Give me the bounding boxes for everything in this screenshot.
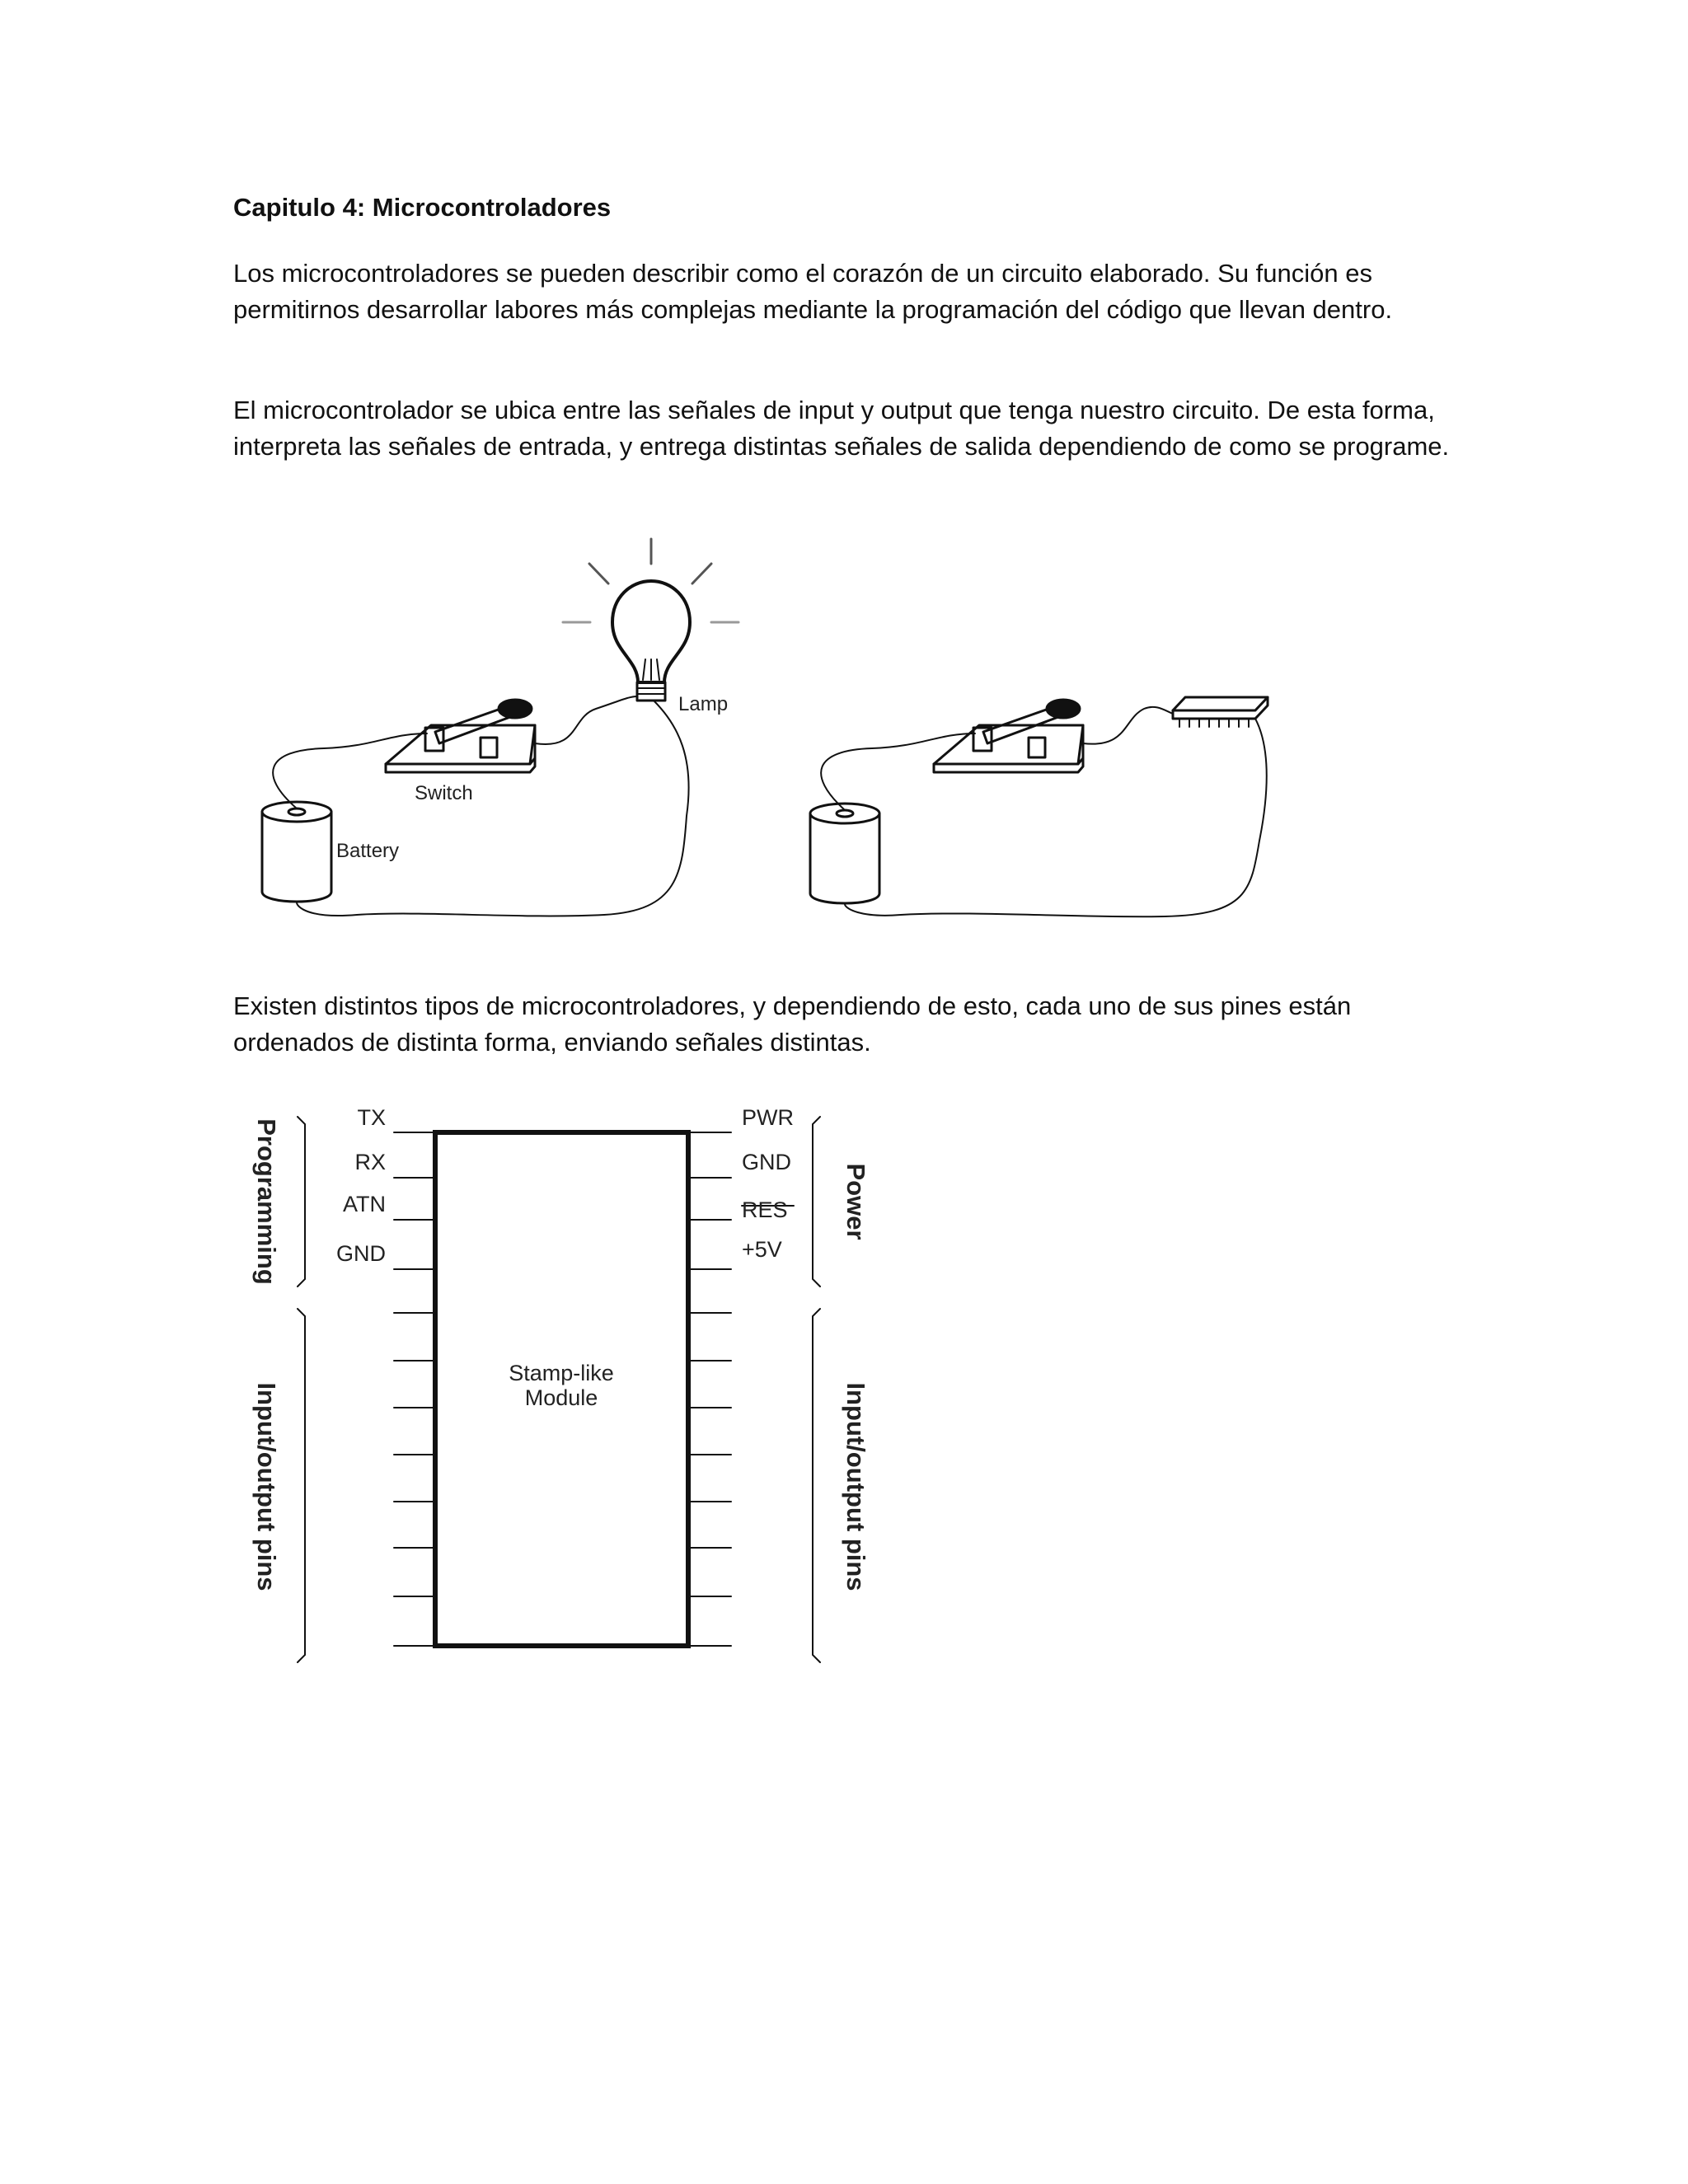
light-ray [589, 564, 608, 583]
circuit-comparison-figure [233, 527, 1329, 960]
switch-post [481, 738, 497, 757]
lamp-filament [643, 659, 659, 680]
battery-top [810, 804, 879, 823]
switch-label: Switch [415, 782, 473, 804]
wire [297, 701, 689, 916]
switch-base-front [386, 758, 535, 772]
module-label-line1: Stamp-like [509, 1361, 614, 1385]
battery-body [810, 813, 879, 903]
switch-post [1029, 738, 1045, 757]
wire [535, 696, 637, 744]
chip-top [1173, 697, 1268, 710]
pin-label-rx: RX [354, 1150, 386, 1174]
battery-body [262, 812, 331, 902]
programming-bracket [298, 1117, 305, 1286]
battery-top [262, 802, 331, 822]
pin-label-atn: ATN [343, 1192, 386, 1216]
circuit-diagram [233, 527, 1329, 956]
power-group-label: Power [842, 1163, 870, 1240]
switch-base-front [934, 758, 1083, 772]
pin-label-res: RES [742, 1197, 788, 1222]
battery-terminal [837, 810, 853, 817]
wire [1083, 707, 1173, 744]
wire [845, 719, 1267, 916]
switch-base-top [386, 725, 535, 764]
pin-label-gnd-left: GND [336, 1241, 386, 1266]
programming-group-label: Programming [252, 1118, 281, 1285]
io-right-bracket [813, 1309, 820, 1662]
power-bracket [813, 1117, 820, 1286]
paragraph-pin-types: Existen distintos tipos de microcontroladores, y dependiendo de esto, cada uno de sus pines están ordenados de distinta forma, enviando señales distintas. [233, 991, 1352, 1057]
pin-label-pwr: PWR [742, 1105, 794, 1130]
io-left-group-label: Input/output pins [252, 1382, 281, 1591]
lamp-label: Lamp [678, 693, 729, 715]
switch-knob [1047, 700, 1080, 718]
right-pin-lines [688, 1132, 731, 1646]
battery-label: Battery [336, 840, 400, 862]
pin-label-gnd-right: GND [742, 1150, 791, 1174]
pin-label-tx: TX [357, 1105, 386, 1130]
chapter-heading: Capitulo 4: Microcontroladores [233, 193, 612, 222]
paragraph-io-signals: El microcontrolador se ubica entre las señales de input y output que tenga nuestro circuito. De esta forma, interpreta las señales de entrada, y entrega distintas señales de salida dependiendo de como se programe. [233, 396, 1450, 461]
light-ray [692, 564, 711, 583]
io-right-group-label: Input/output pins [842, 1382, 870, 1591]
module-pinout-figure [233, 1088, 893, 1685]
io-left-bracket [298, 1309, 305, 1662]
switch-knob [499, 700, 532, 718]
chip-body [1173, 697, 1268, 719]
battery-terminal [288, 808, 305, 815]
left-pin-lines [394, 1132, 435, 1646]
module-label-line2: Module [524, 1385, 598, 1410]
paragraph-intro: Los microcontroladores se pueden describir como el corazón de un circuito elaborado. Su función es permitirnos desarrollar labores más complejas mediante la programación del código que llevan dentro. [233, 259, 1393, 324]
switch-base-top [934, 725, 1083, 764]
pin-label-5v: +5V [742, 1237, 782, 1262]
pinout-diagram [233, 1088, 893, 1681]
lamp-base [637, 682, 665, 701]
